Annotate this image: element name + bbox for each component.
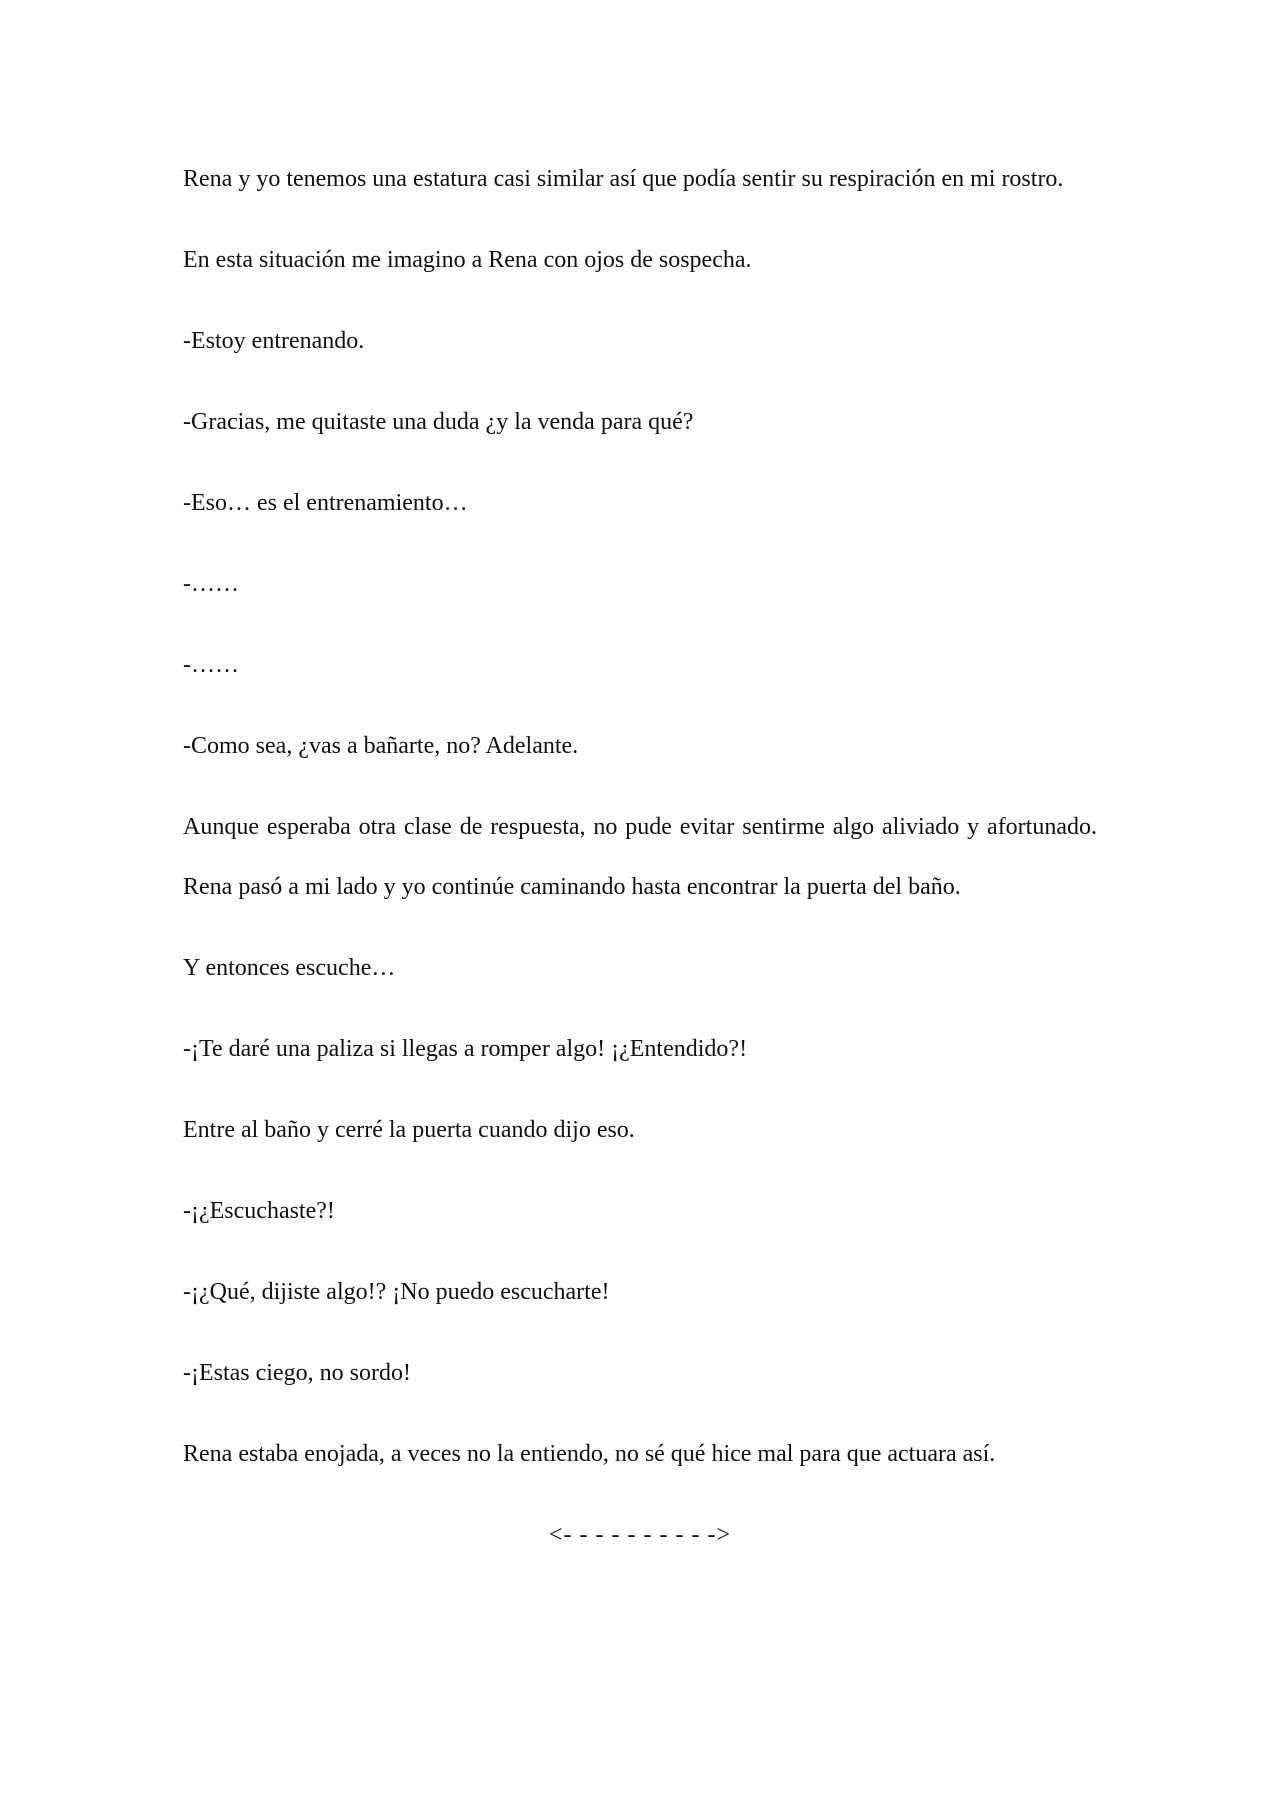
paragraph: Rena estaba enojada, a veces no la entiendo, no sé qué hice mal para que actuara así. (183, 1441, 996, 1467)
dialogue-line: -¡Te daré una paliza si llegas a romper algo! ¡¿Entendido?! (183, 1036, 748, 1062)
dialogue-line: -…… (183, 571, 239, 597)
dialogue-line: -…… (183, 652, 239, 678)
paragraph: Aunque esperaba otra clase de respuesta, no pude evitar sentirme algo aliviado y afortunado. Rena pasó a mi lado y yo continúe caminando hasta encontrar la puerta del baño. (183, 814, 1097, 900)
dialogue-line: -¡¿Escuchaste?! (183, 1198, 335, 1224)
dialogue-line: -Eso… es el entrenamiento… (183, 490, 468, 516)
dialogue-line: -¡Estas ciego, no sordo! (183, 1360, 411, 1386)
dialogue-line: -Gracias, me quitaste una duda ¿y la venda para qué? (183, 409, 694, 435)
dialogue-line: -Como sea, ¿vas a bañarte, no? Adelante. (183, 733, 579, 759)
paragraph: Entre al baño y cerré la puerta cuando dijo eso. (183, 1117, 635, 1143)
paragraph: En esta situación me imagino a Rena con ojos de sospecha. (183, 247, 752, 273)
scene-separator: <- - - - - - - - - -> (549, 1522, 731, 1548)
paragraph: Y entonces escuche… (183, 955, 396, 981)
dialogue-line: -Estoy entrenando. (183, 328, 365, 354)
paragraph: Rena y yo tenemos una estatura casi similar así que podía sentir su respiración en mi rostro. (183, 166, 1064, 192)
dialogue-line: -¡¿Qué, dijiste algo!? ¡No puedo escucharte! (183, 1279, 610, 1305)
document-body (183, 149, 1097, 1565)
